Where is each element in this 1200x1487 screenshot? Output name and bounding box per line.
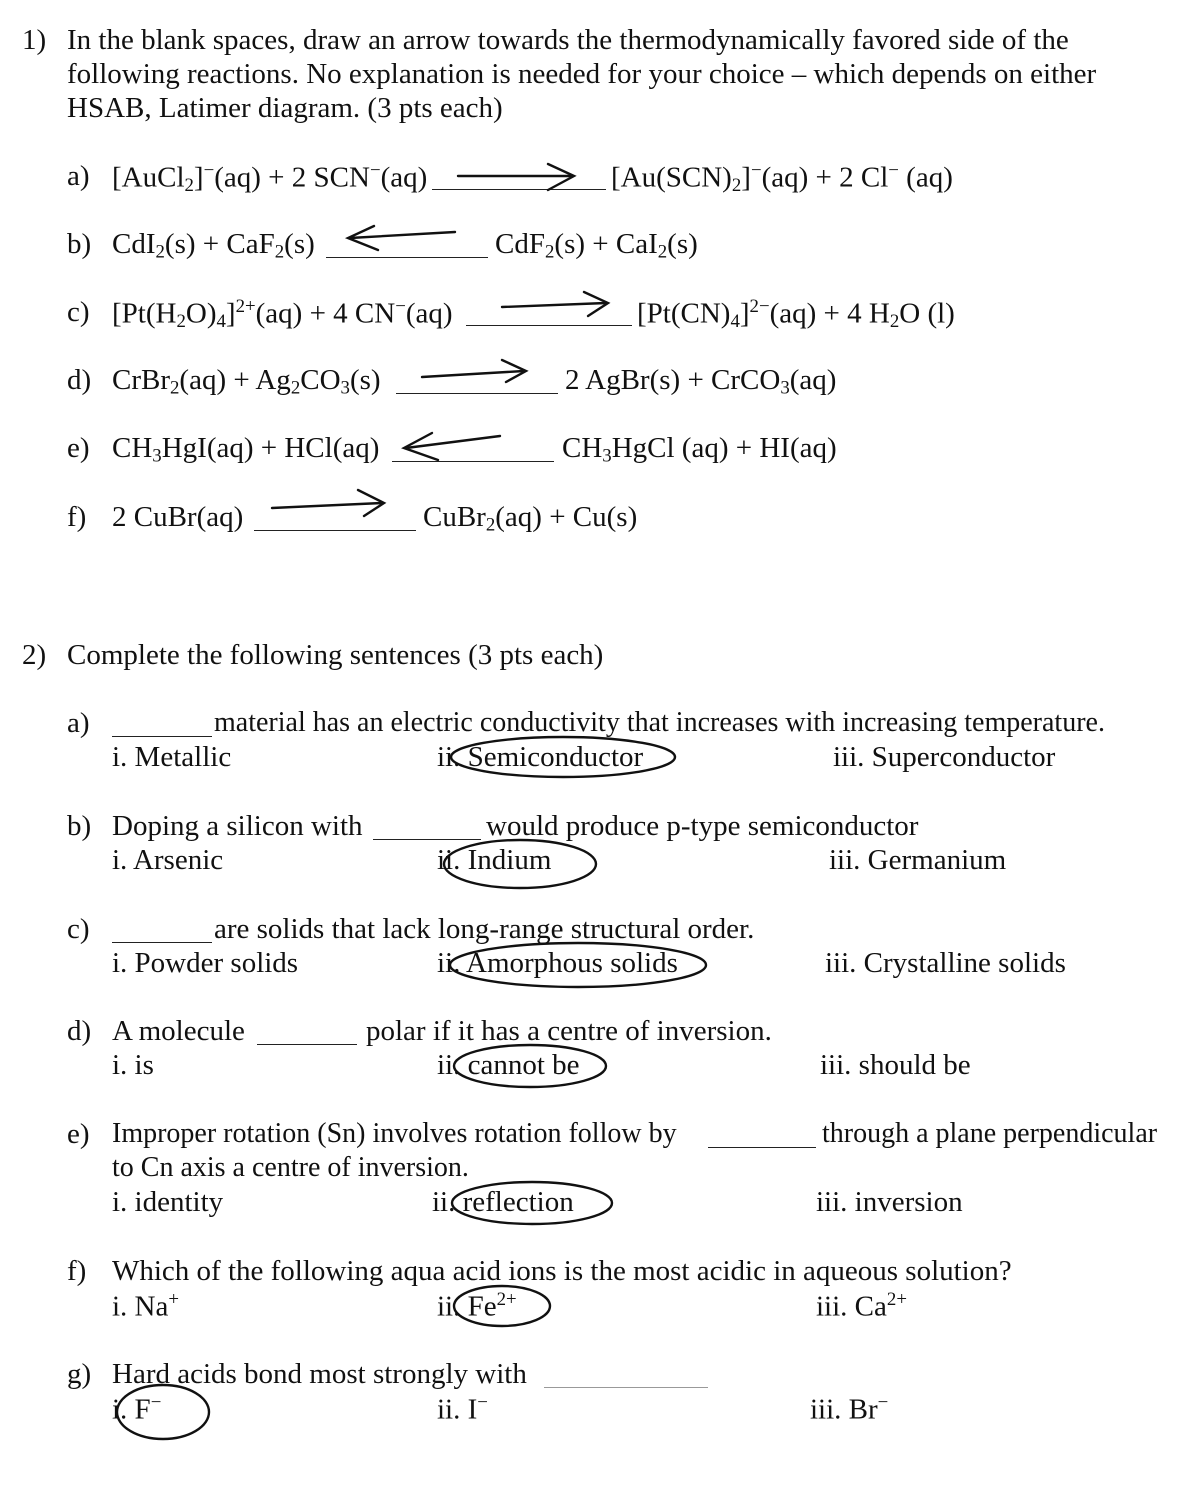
item-e-answer-circle-icon: [452, 1182, 612, 1224]
item-f-option-1: i. Na+: [112, 1289, 180, 1323]
item-d-option-3: iii. should be: [820, 1049, 971, 1081]
reaction-d-letter: d): [67, 364, 92, 396]
item-b-option-2: ii. Indium: [437, 844, 552, 876]
reaction-c-letter: c): [67, 296, 90, 328]
reaction-f-products: CuBr$_2$(aq) + Cu(s): [423, 501, 638, 536]
item-a-option-3: iii. Superconductor: [833, 741, 1056, 773]
item-b-stem-part-2: would produce p-type semiconductor: [486, 810, 919, 842]
reaction-b-reactants: CdI$_2$(s) + CaF$_2$(s): [112, 228, 315, 263]
item-g-stem: Hard acids bond most strongly with: [112, 1358, 527, 1390]
item-d-option-1: i. is: [112, 1049, 154, 1081]
reaction-a-products: $[Au(SCN)_2]^-(aq) + 2$ Cl− (aq): [611, 160, 953, 197]
item-c-option-1: i. Powder solids: [112, 947, 299, 979]
item-b-letter: b): [67, 810, 92, 842]
item-g-option-1: i. F−: [112, 1392, 162, 1426]
item-d-answer-circle-icon: [454, 1045, 606, 1087]
reaction-f-letter: f): [67, 501, 87, 533]
reaction-f-reactants: 2 CuBr(aq): [112, 501, 244, 533]
item-g-option-2: ii. I−: [437, 1392, 488, 1426]
item-f-option-2: ii. $Fe^{2+}$: [437, 1289, 517, 1323]
item-a-option-2: ii. Semiconductor: [437, 741, 644, 773]
reaction-a-letter: a): [67, 160, 90, 192]
item-a-stem: material has an electric conductivity that increases with increasing temperature.: [214, 707, 1105, 738]
question-2-number: 2): [22, 639, 47, 671]
question-1-instructions-line-2: following reactions. No explanation is needed for your choice – which depends on either: [67, 58, 1097, 90]
reaction-c-products: $[Pt(CN)_4]^{2-}(aq) + 4$ $H_2O$ (l): [637, 296, 955, 333]
item-d-stem-part-1: A molecule: [112, 1015, 245, 1047]
item-a-option-1: i. Metallic: [112, 741, 232, 773]
item-e-stem-part-1: Improper rotation (Sn) involves rotation follow by: [112, 1118, 677, 1149]
reaction-d-products: 2 AgBr(s) + CrCO$_3$(aq): [565, 364, 837, 399]
item-e-letter: e): [67, 1118, 90, 1150]
question-2-title: Complete the following sentences (3 pts each): [67, 639, 604, 671]
item-c-option-3: iii. Crystalline solids: [825, 947, 1066, 979]
item-d-option-2: ii. cannot be: [437, 1049, 580, 1081]
item-d-stem-part-2: polar if it has a centre of inversion.: [366, 1015, 772, 1047]
reaction-e-reactants: $CH_3HgI(aq) + HCl(aq)$: [112, 432, 380, 467]
item-c-stem: are solids that lack long-range structural order.: [214, 913, 755, 945]
item-e-option-2: ii. reflection: [432, 1186, 574, 1218]
item-f-answer-circle-icon: [454, 1286, 550, 1326]
item-b-option-3: iii. Germanium: [829, 844, 1007, 876]
question-1-instructions-line-3: HSAB, Latimer diagram. (3 pts each): [67, 92, 503, 124]
item-c-letter: c): [67, 913, 90, 945]
question-1-instructions-line-1: In the blank spaces, draw an arrow towards the thermodynamically favored side of the: [67, 24, 1069, 56]
reaction-e-letter: e): [67, 432, 90, 464]
item-a-answer-circle-icon: [451, 737, 675, 777]
item-f-letter: f): [67, 1255, 87, 1287]
item-b-answer-circle-icon: [444, 840, 596, 888]
item-e-stem-part-3: to Cn axis a centre of inversion.: [112, 1152, 469, 1183]
reaction-b-products: CdF$_2$(s) + CaI$_2$(s): [495, 228, 698, 263]
item-c-answer-circle-icon: [450, 943, 706, 987]
item-b-stem-part-1: Doping a silicon with: [112, 810, 363, 842]
reaction-b-letter: b): [67, 228, 92, 260]
item-e-stem-part-2: through a plane perpendicular: [822, 1118, 1158, 1149]
item-b-option-1: i. Arsenic: [112, 844, 224, 876]
item-f-stem: Which of the following aqua acid ions is the most acidic in aqueous solution?: [112, 1255, 1012, 1287]
item-a-letter: a): [67, 707, 90, 739]
question-1-number: 1): [22, 24, 47, 56]
item-e-option-3: iii. inversion: [816, 1186, 963, 1218]
reaction-a-reactants: [AuCl$_2$]−(aq) + 2 SCN−(aq): [112, 160, 428, 197]
item-e-option-1: i. identity: [112, 1186, 224, 1218]
reaction-c-reactants: $[Pt(H_2O)_4]^{2+}(aq) + 4$ CN−(aq): [112, 296, 453, 333]
item-g-option-3: iii. Br−: [810, 1392, 889, 1426]
reaction-e-products: $CH_3HgCl$ (aq) + HI(aq): [562, 432, 837, 467]
reaction-d-reactants: CrBr$_2$(aq) + $Ag_2CO_3(s)$: [112, 364, 381, 399]
item-g-letter: g): [67, 1358, 92, 1390]
item-d-letter: d): [67, 1015, 92, 1047]
item-g-answer-circle-icon: [117, 1385, 209, 1439]
item-f-option-3: iii. $Ca^{2+}$: [816, 1289, 907, 1323]
item-c-option-2: ii. Amorphous solids: [437, 947, 678, 979]
